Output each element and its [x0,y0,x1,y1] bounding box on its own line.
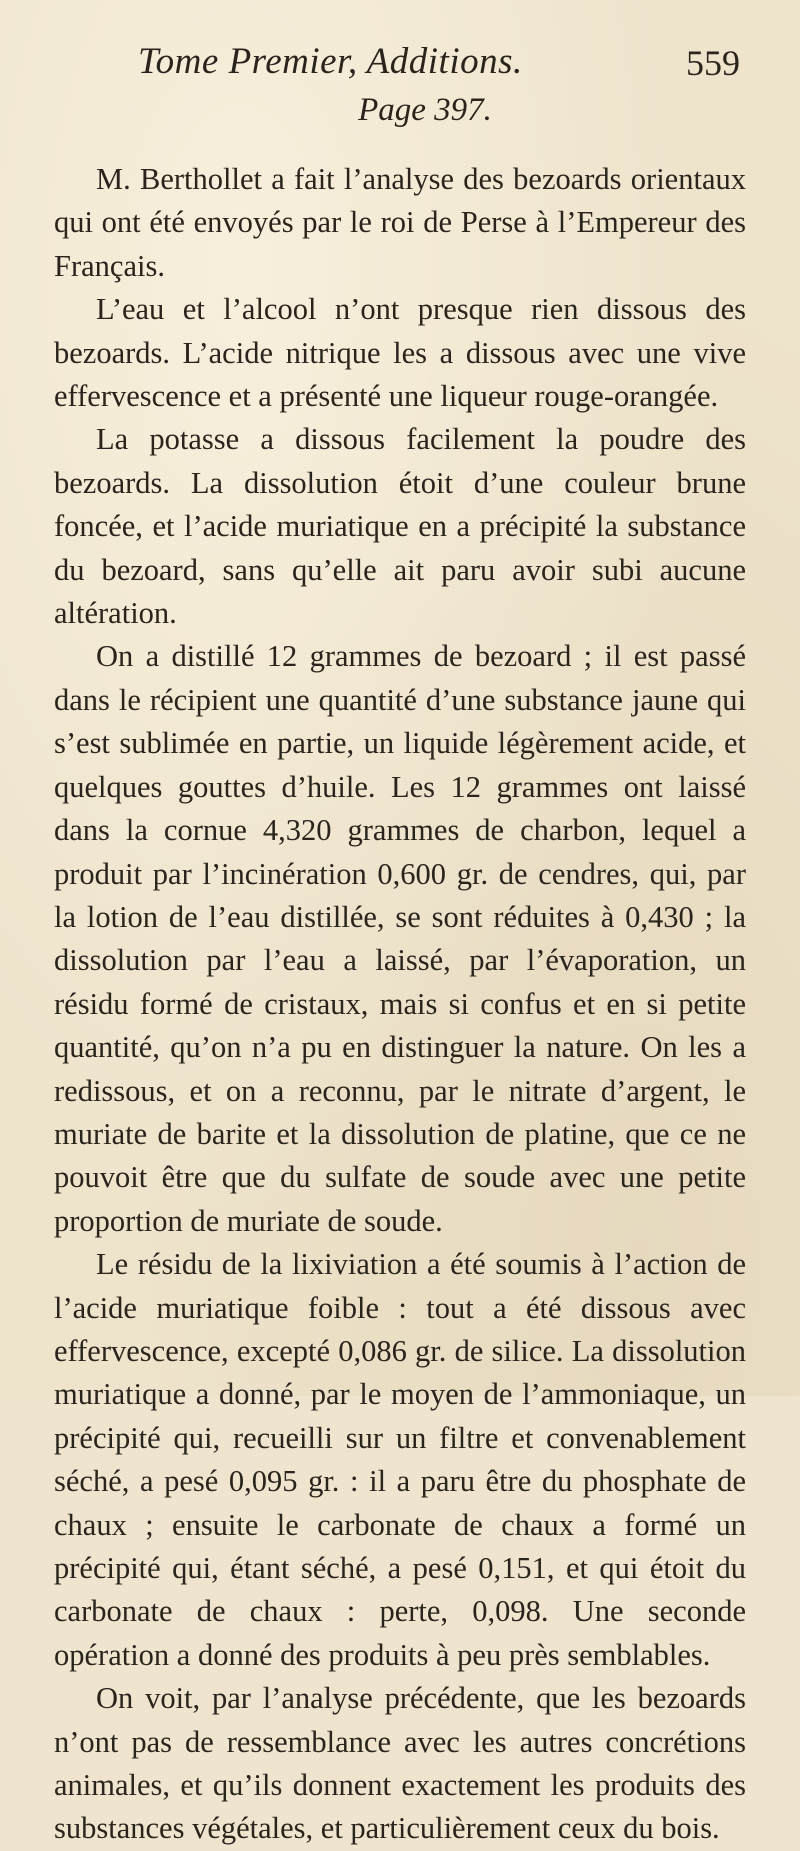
running-head [54,40,746,86]
section-reference: Page 397. [358,92,492,128]
paragraph-3: La potasse a dissous facilement la poudre des bezoards. La dissolution étoit d’une couleur brune foncée, et l’acide muriatique en a précipité la substance du bezoard, sans qu’elle ait paru avoir subi aucune altération. [54,422,746,631]
body-text [54,158,746,1851]
running-title: Tome Premier, Additions. [138,41,523,82]
paragraph-1: M. Berthollet a fait l’analyse des bezoards orientaux qui ont été envoyés par le roi de Perse à l’Empereur des Français. [54,162,746,283]
paragraph-4: On a distillé 12 grammes de bezoard ; il est passé dans le récipient une quantité d’une substance jaune qui s’est sublimée en partie, un liquide légèrement acide, et quelques gouttes d’huile. Les 12 grammes ont laissé dans la cornue 4,320 grammes de charbon, lequel a produit par l’incinération 0,600 gr. de cendres, qui, par la lotion de l’eau distillée, se sont réduites à 0,430 ; la dissolution par l’eau a laissé, par l’évaporation, un résidu formé de cristaux, mais si confus et en si petite quantité, qu’on n’a pu en distinguer la nature. On les a redissous, et on a reconnu, par le nitrate d’argent, le muriate de barite et la dissolution de platine, que ce ne pouvoit être que du sulfate de soude avec une petite proportion de muriate de soude. [54,639,746,1238]
page-number: 559 [686,43,740,83]
paragraph-6: On voit, par l’analyse précédente, que les bezoards n’ont pas de ressemblance avec les autres concrétions animales, et qu’ils donnent exactement les produits des substances végétales, et particulièrement ceux du bois. [54,1681,746,1846]
paragraph-2: L’eau et l’alcool n’ont presque rien dissous des bezoards. L’acide nitrique les a dissous avec une vive effervescence et a présenté une liqueur rouge-orangée. [54,292,746,414]
paragraph-5: Le résidu de la lixiviation a été soumis à l’action de l’acide muriatique foible : tout a été dissous avec effervescence, excepté 0,086 gr. de silice. La dissolution muriatique a donné, par le moyen de l’ammoniaque, un précipité qui, recueilli sur un filtre et convenablement séché, a pesé 0,095 gr. : il a paru être du phosphate de chaux ; ensuite le carbonate de chaux a formé un précipité qui, étant séché, a pesé 0,151, et qui étoit du carbonate de chaux : perte, 0,098. Une seconde opération a donné des produits à peu près semblables. [54,1247,746,1672]
